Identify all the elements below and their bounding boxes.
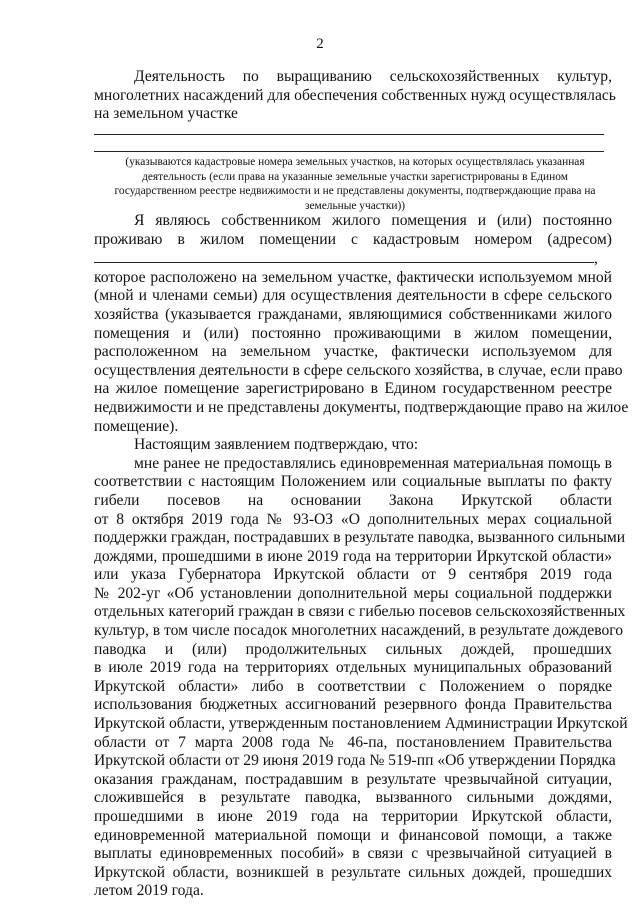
text-line: сложившейся в результате паводка, вызванного сильными дождями,	[94, 789, 612, 807]
text-line: соответствии с настоящим Положением или социальные выплаты по факту	[94, 473, 612, 491]
confirm-line: Настоящим заявлением подтверждаю, что:	[134, 436, 419, 454]
text-line: Иркутской области от 29 июня 2019 года № 519-пп «Об утверждении Порядка	[94, 752, 616, 770]
text-line: оказания гражданам, пострадавшим в результате чрезвычайной ситуации,	[94, 770, 612, 788]
text-line: в июле 2019 года на территориях отдельных муниципальных образований	[94, 659, 612, 677]
fill-line	[94, 151, 604, 152]
blank-comma: ,	[594, 250, 598, 268]
text-line: культур, в том числе посадок многолетних насаждений, в результате дождевого	[94, 622, 624, 640]
text-line: Иркутской области, возникшей в результате сильных дождей, прошедших	[94, 863, 612, 881]
text-line: Я являюсь собственником жилого помещения и (или) постоянно	[134, 212, 612, 229]
text-line: поддержки граждан, пострадавших в результате паводка, вызванного сильными	[94, 529, 626, 547]
text-line: которое расположено на земельном участке, фактически используемом мной	[94, 268, 612, 286]
text-line: использования бюджетных ассигнований резервного фонда Правительства	[94, 696, 612, 714]
text-line: проживаю в жилом помещении с кадастровым номером (адресом)	[94, 230, 612, 248]
text-line: отдельных категорий граждан в связи с гибелью посевов сельскохозяйственных	[94, 603, 626, 621]
note-line: государственном реестре недвижимости и не представлены документы, подтверждающие права на	[114, 185, 596, 197]
activity-paragraph	[94, 68, 616, 124]
text-line: многолетних насаждений для обеспечения собственных нужд осуществлялась	[94, 86, 616, 104]
text-line: Иркутской области, утвержденным постановлением Администрации Иркутской	[94, 715, 628, 733]
text-line: (мной и членами семьи) для осуществления деятельности в сфере сельского	[94, 287, 612, 305]
note-line: земельные участки))	[304, 199, 406, 212]
fill-line	[94, 134, 604, 135]
text-line: гибели посевов на основании Закона Иркутской области	[94, 491, 612, 509]
note-line: (указываются кадастровые номера земельных участков, на которых осуществлялась указанная	[125, 156, 585, 168]
text-line: от 8 октября 2019 года № 93-ОЗ «О дополнительных мерах социальной	[94, 510, 612, 528]
text-line: на земельном участке	[94, 105, 238, 123]
text-line: выплаты единовременных пособий» в связи с чрезвычайной ситуацией в	[94, 845, 612, 863]
text-line: помещение).	[94, 417, 179, 435]
explanatory-note	[100, 155, 610, 213]
text-line: области от 7 марта 2008 года № 46-па, постановлением Правительства	[94, 733, 612, 751]
text-line: Иркутской области» либо в соответствии с Положением о порядке	[94, 677, 612, 695]
page-number: 2	[316, 36, 324, 52]
text-line: единовременной материальной помощи и финансовой помощи, а также	[94, 826, 612, 844]
text-line: или указа Губернатора Иркутской области от 9 сентября 2019 года	[94, 566, 612, 584]
address-blank-line	[94, 249, 612, 269]
text-line: на жилое помещение зарегистрировано в Едином государственном реестре	[94, 380, 612, 398]
text-line: № 202-уг «Об установлении дополнительной меры социальной поддержки	[94, 584, 612, 602]
owner-paragraph	[94, 212, 629, 901]
text-line: Деятельность по выращиванию сельскохозяйственных культур,	[134, 68, 612, 85]
text-line: расположенном на земельном участке, фактически используемом для	[94, 343, 612, 361]
note-line: деятельность (если права на указанные земельные участки зарегистрированы в Едином	[142, 170, 568, 183]
text-line: недвижимости и не представлены документы, подтверждающие право на жилое	[94, 398, 629, 416]
text-line: хозяйства (указывается гражданами, являющимися собственниками жилого	[94, 305, 612, 323]
text-line: помещения и (или) постоянно проживающими в жилом помещении,	[94, 324, 612, 342]
text-line: летом 2019 года.	[94, 882, 204, 900]
text-line: мне ранее не предоставлялись единовременная материальная помощь в	[134, 454, 612, 472]
text-line: осуществления деятельности в сфере сельского хозяйства, в случае, если право	[94, 361, 623, 379]
text-line: паводка и (или) продолжительных сильных дождей, прошедших	[94, 640, 612, 658]
text-line: дождями, прошедшими в июне 2019 года на территории Иркутской области»	[94, 547, 612, 565]
text-line: прошедшими в июне 2019 года на территории Иркутской области,	[94, 808, 612, 825]
